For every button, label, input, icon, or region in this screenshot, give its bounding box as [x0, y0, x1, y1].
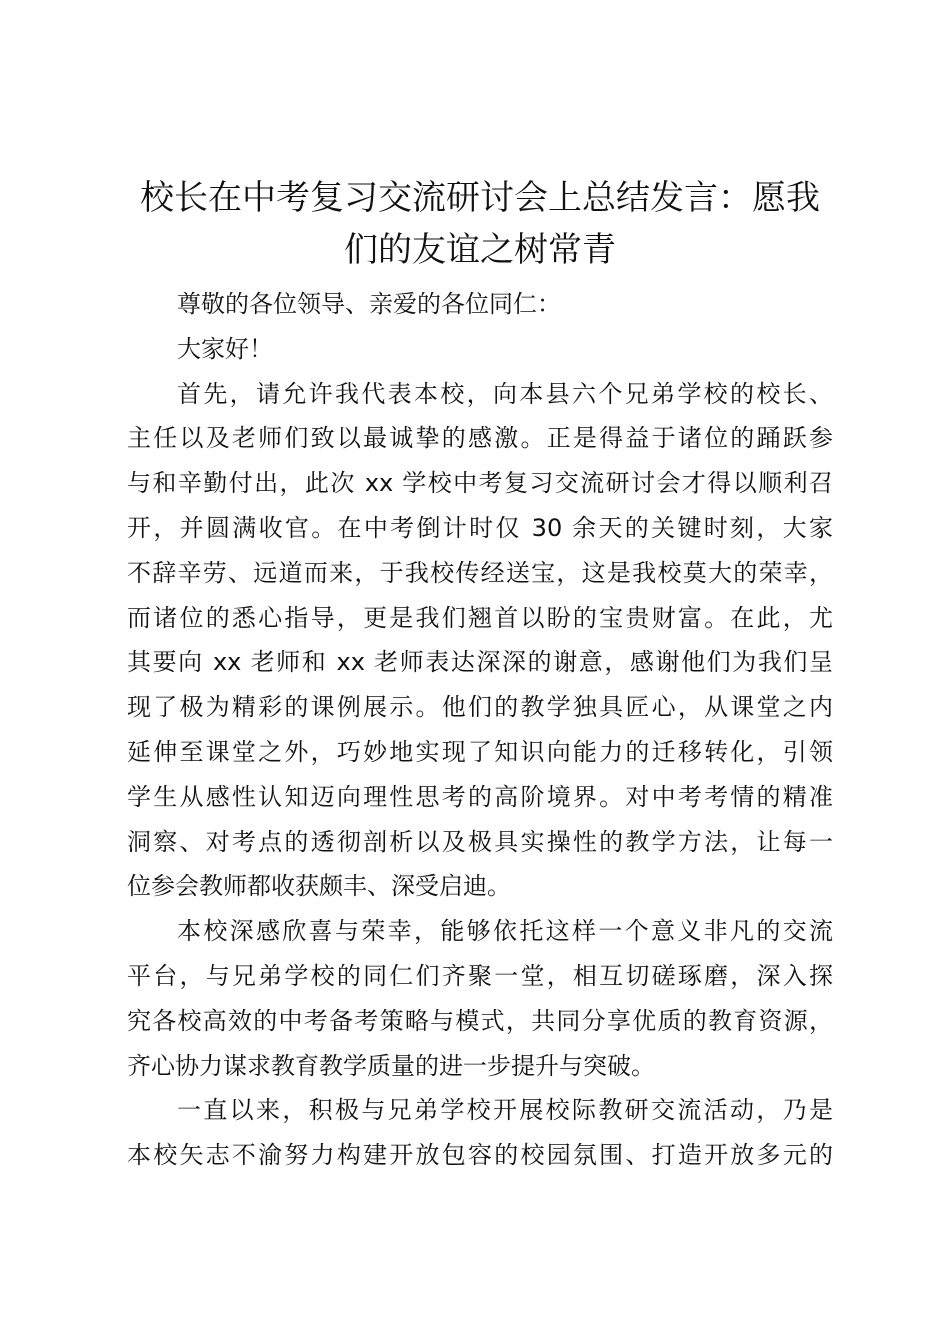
document-page [127, 172, 833, 1178]
paragraph-line: 位参会教师都收获颇丰、深受启迪。 [127, 872, 511, 901]
greeting: 大家好！ [177, 334, 273, 363]
paragraph-line: 现了极为精彩的课例展示。他们的教学独具匠心，从课堂之内 [127, 693, 833, 722]
document-body [127, 282, 833, 1178]
paragraph-line: 与和辛勤付出，此次 xx 学校中考复习交流研讨会才得以顺利召 [127, 469, 833, 498]
paragraph-line: 平台，与兄弟学校的同仁们齐聚一堂，相互切磋琢磨，深入探 [127, 961, 833, 990]
paragraph-line: 究各校高效的中考备考策略与模式，共同分享优质的教育资源， [127, 1006, 833, 1035]
paragraph-line: 其要向 xx 老师和 xx 老师表达深深的谢意，感谢他们为我们呈 [127, 648, 833, 677]
document-title [127, 172, 833, 276]
paragraph-line: 本校矢志不渝努力构建开放包容的校园氛围、打造开放多元的 [127, 1141, 833, 1170]
paragraph-2 [127, 909, 833, 1088]
paragraph-line: 延伸至课堂之外，巧妙地实现了知识向能力的迁移转化，引领 [127, 737, 833, 766]
paragraph-line: 本校深感欣喜与荣幸，能够依托这样一个意义非凡的交流 [177, 917, 833, 946]
title-line-1: 校长在中考复习交流研讨会上总结发言：愿我 [140, 178, 820, 218]
paragraph-line: 一直以来，积极与兄弟学校开展校际教研交流活动，乃是 [177, 1096, 833, 1125]
paragraph-line: 主任以及老师们致以最诚挚的感激。正是得益于诸位的踊跃参 [127, 424, 833, 453]
paragraph-line: 洞察、对考点的透彻剖析以及极具实操性的教学方法，让每一 [127, 827, 833, 856]
paragraph-3 [127, 1088, 833, 1178]
title-line-2: 们的友谊之树常青 [344, 230, 616, 270]
paragraph-line: 而诸位的悉心指导，更是我们翘首以盼的宝贵财富。在此，尤 [127, 603, 833, 632]
paragraph-line: 开，并圆满收官。在中考倒计时仅 30 余天的关键时刻，大家 [127, 513, 833, 542]
salutation: 尊敬的各位领导、亲爱的各位同仁： [177, 290, 561, 318]
paragraph-line: 学生从感性认知迈向理性思考的高阶境界。对中考考情的精准 [127, 782, 833, 811]
paragraph-line: 首先，请允许我代表本校，向本县六个兄弟学校的校长、 [177, 379, 833, 408]
paragraph-1 [127, 372, 833, 910]
paragraph-line: 齐心协力谋求教育教学质量的进一步提升与突破。 [127, 1051, 655, 1080]
paragraph-line: 不辞辛劳、远道而来，于我校传经送宝，这是我校莫大的荣幸， [127, 558, 833, 587]
